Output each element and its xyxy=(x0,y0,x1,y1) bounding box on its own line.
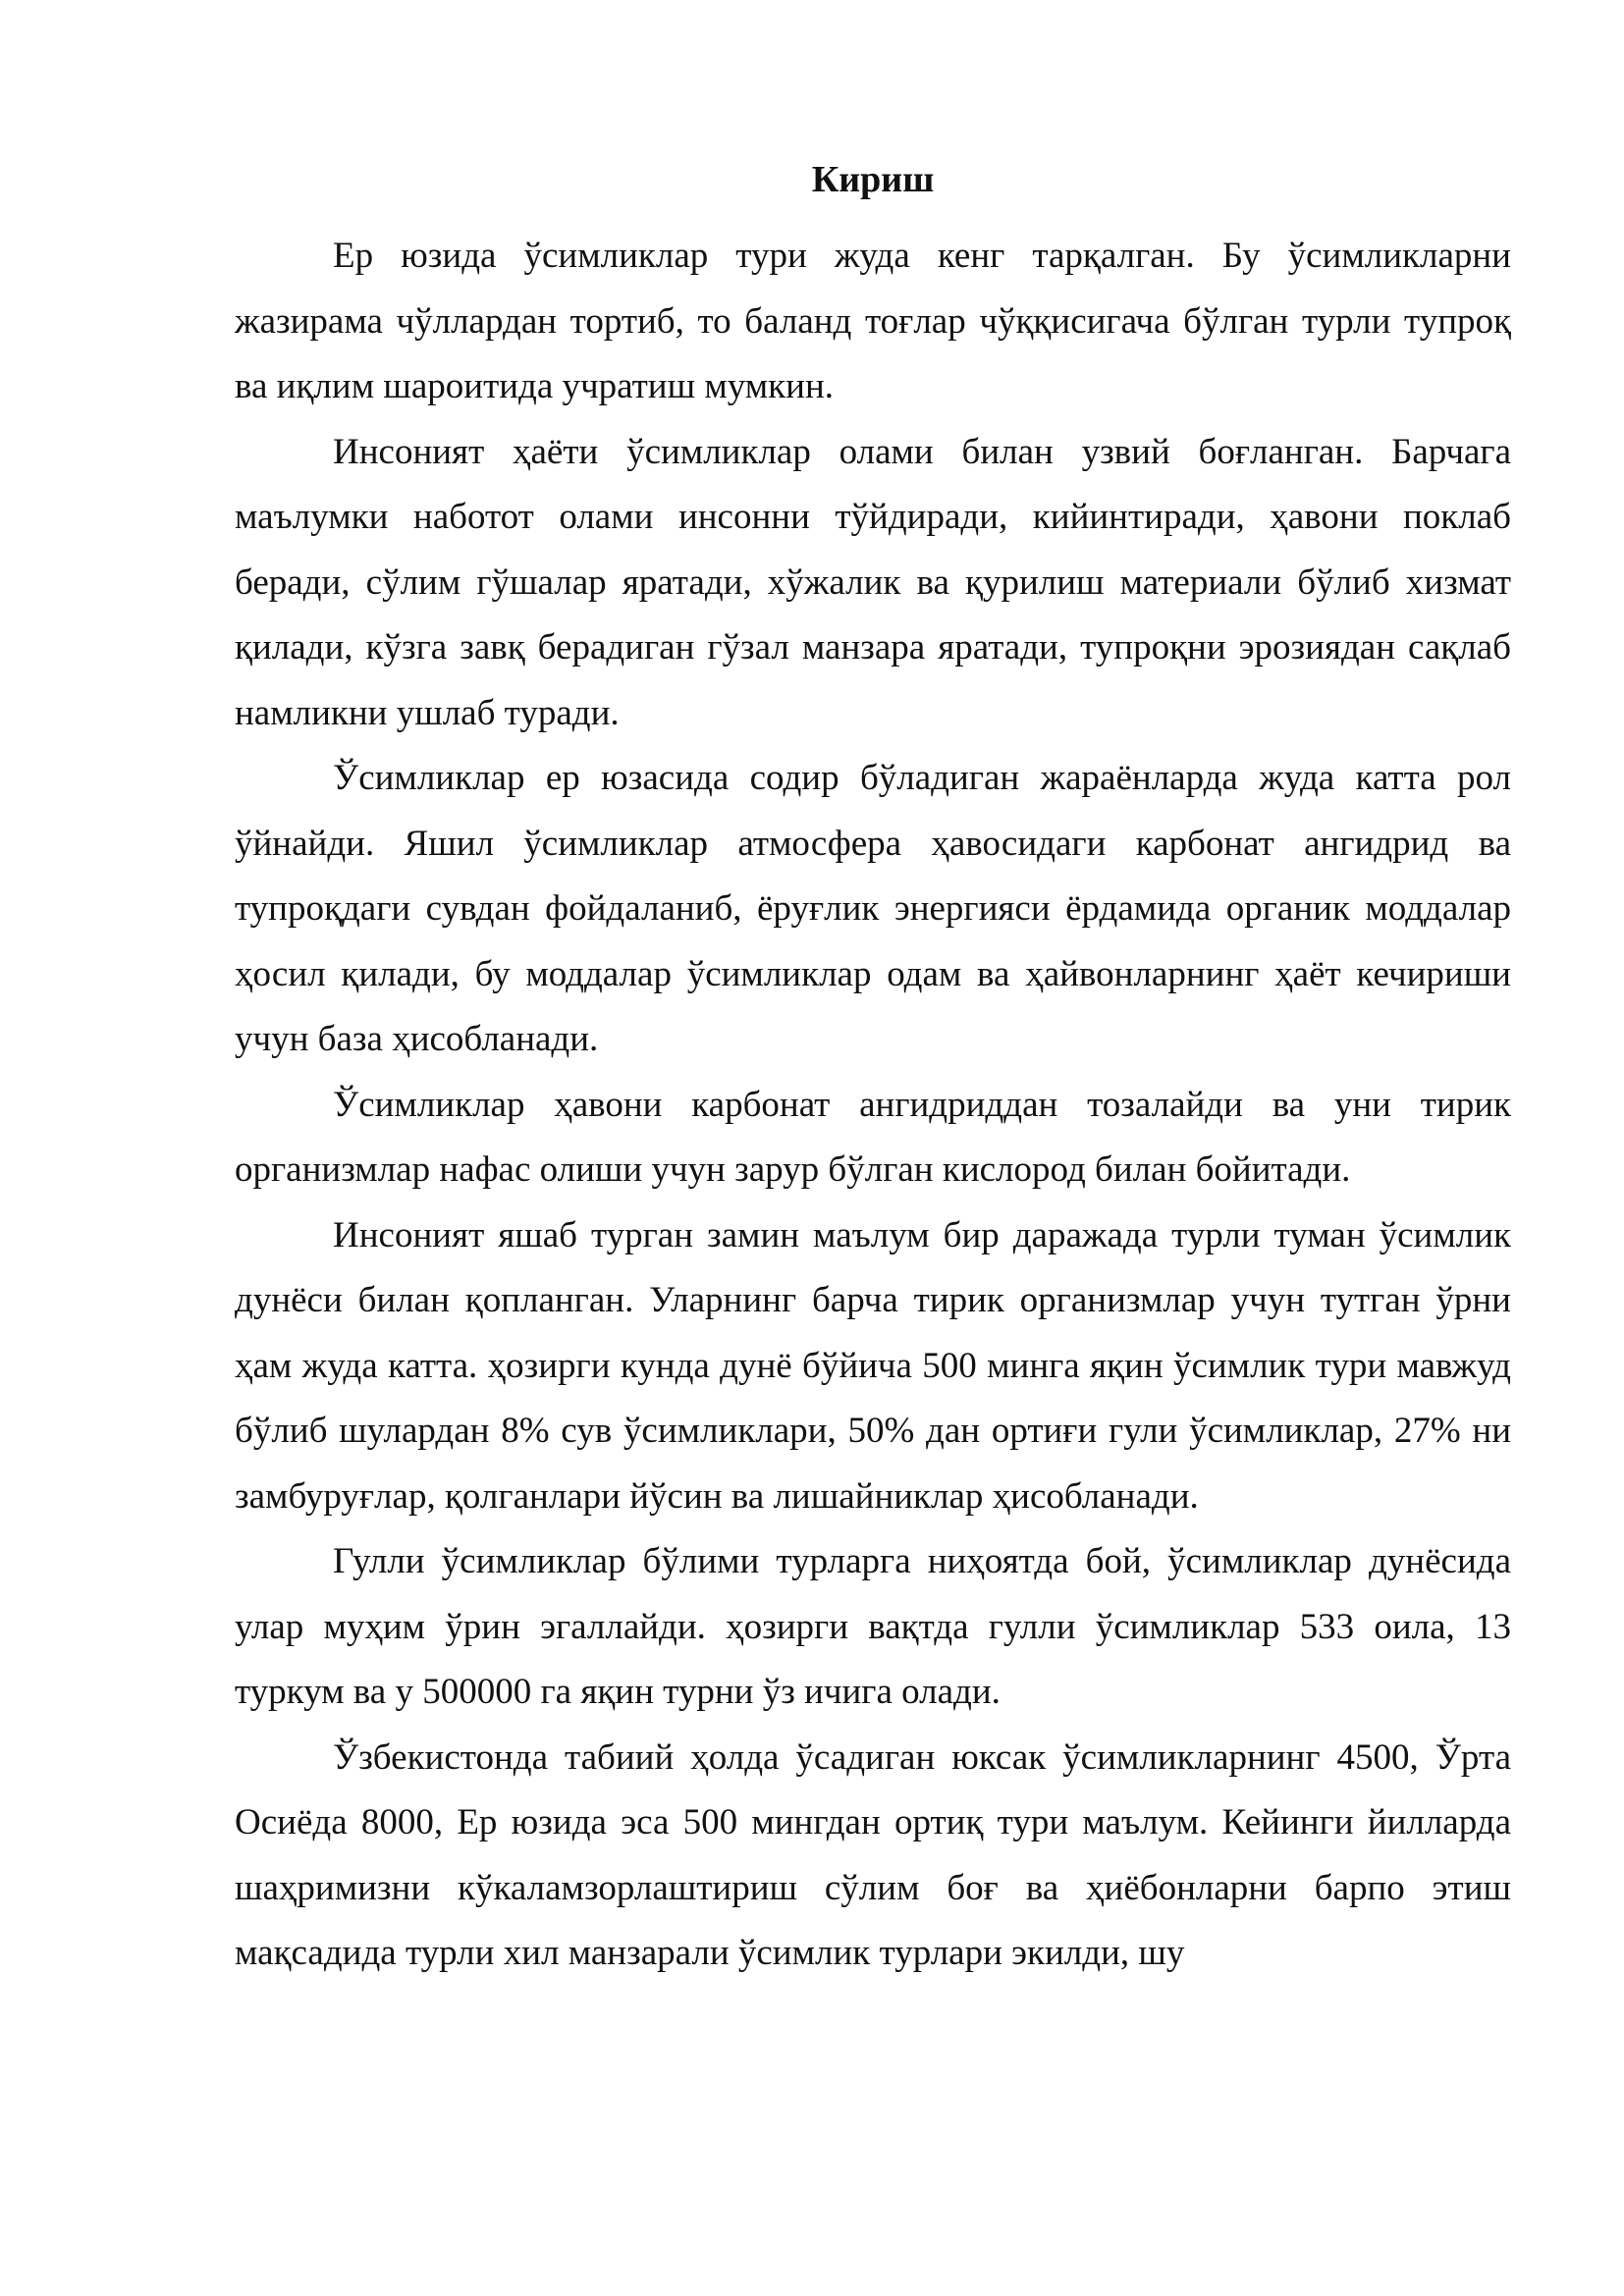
paragraph-6: Гулли ўсимликлар бўлими турларга ниҳоятда бой, ўсимликлар дунёсида улар муҳим ўрин эгаллайди. ҳозирги вақтда гулли ўсимликлар 533 оила, 13 туркум ва у 500000 га яқин турни ўз ичига олади. xyxy=(235,1541,1511,1712)
document-title: Кириш xyxy=(811,159,935,200)
paragraph-4: Ўсимликлар ҳавони карбонат ангидриддан тозалайди ва уни тирик организмлар нафас олиши учун зарур бўлган кислород билан бойитади. xyxy=(235,1084,1511,1190)
paragraph-3: Ўсимликлар ер юзасида содир бўладиган жараёнларда жуда катта рол ўйнайди. Яшил ўсимликлар атмосфера ҳавосидаги карбонат ангидрид ва тупроқдаги сувдан фойдаланиб, ёруғлик энергияси ёрдамида органик моддалар ҳосил қилади, бу моддалар ўсимликлар одам ва ҳайвонларнинг ҳаёт кечириши учун база ҳисобланади. xyxy=(235,758,1511,1059)
paragraph-1: Ер юзида ўсимликлар тури жуда кенг тарқалган. Бу ўсимликларни жазирама чўллардан тортиб, то баланд тоғлар чўққисигача бўлган турли тупроқ ва иқлим шароитида учратиш мумкин. xyxy=(235,236,1511,406)
paragraph-2: Инсоният ҳаёти ўсимликлар олами билан узвий боғланган. Барчага маълумки наботот олами инсонни тўйдиради, кийинтиради, ҳавони поклаб беради, сўлим гўшалар яратади, хўжалик ва қурилиш материали бўлиб хизмат қилади, кўзга завқ берадиган гўзал манзара яратади, тупроқни эрозиядан сақлаб намликни ушлаб туради. xyxy=(235,431,1511,733)
document-page xyxy=(235,147,1511,1987)
paragraph-5: Инсоният яшаб турган замин маълум бир даражада турли туман ўсимлик дунёси билан қопланган. Уларнинг барча тирик организмлар учун тутган ўрни ҳам жуда катта. ҳозирги кунда дунё бўйича 500 минга яқин ўсимлик тури мавжуд бўлиб шулардан 8% сув ўсимликлари, 50% дан ортиғи гули ўсимликлар, 27% ни замбуруғлар, қолганлари йўсин ва лишайниклар ҳисобланади. xyxy=(235,1214,1511,1517)
paragraph-7: Ўзбекистонда табиий ҳолда ўсадиган юксак ўсимликларнинг 4500, Ўрта Осиёда 8000, Ер юзида эса 500 мингдан ортиқ тури маълум. Кейинги йилларда шаҳримизни кўкаламзорлаштириш сўлим боғ ва ҳиёбонларни барпо этиш мақсадида турли хил манзарали ўсимлик турлари экилди, шу xyxy=(235,1736,1511,1973)
